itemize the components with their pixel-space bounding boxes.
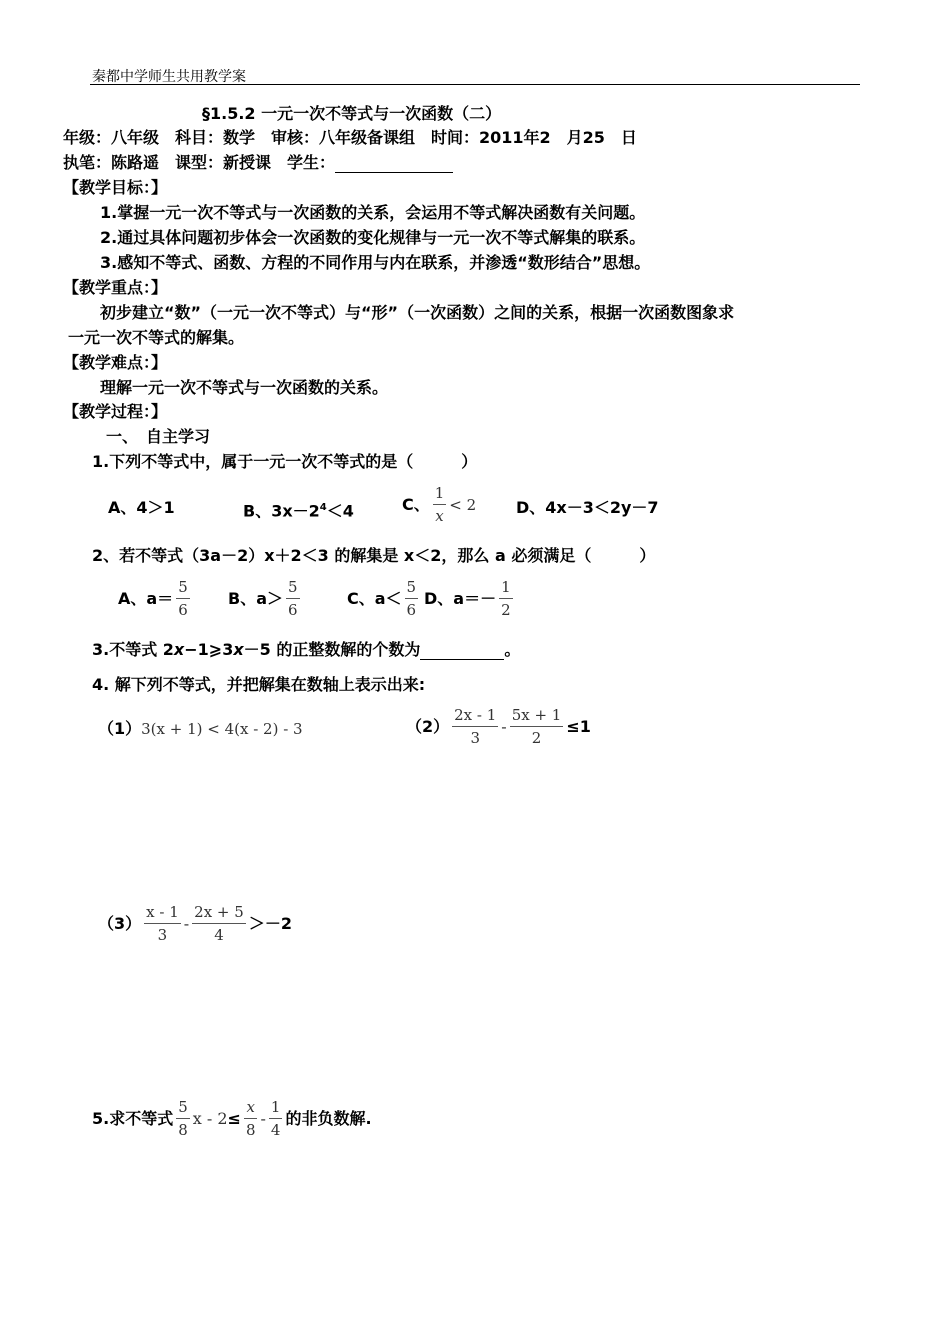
q2-option-b-label: B、a＞ [228,588,283,608]
q1-option-d: D、4x－3＜2y－7 [516,498,659,517]
q4-part-3-tail: ＞－2 [248,913,292,933]
q4-part-3-numerator-1: x - 1 [144,903,181,924]
process-title: 【教学过程：】 [63,402,168,421]
key-line-1: 初步建立“数”（一元一次不等式）与“形”（一次函数）之间的关系，根据一次函数图象求 [100,303,735,322]
q5-fraction-3 [269,1098,283,1139]
q4-part-2-denominator-2: 2 [531,729,542,747]
q4-part-2-tail: ≤1 [566,716,591,736]
q1-option-c-tail: < 2 [449,495,477,514]
meta-line-2 [63,153,453,173]
goal-item-3: 3.感知不等式、函数、方程的不同作用与内在联系，并渗透“数形结合”思想。 [100,253,651,272]
q3-var-2: x [233,640,244,659]
q4-part-3-minus: - [183,913,190,933]
q4-part-2-label: （2） [406,716,450,736]
q3-answer-blank[interactable] [420,643,504,660]
q1-stem: 1.下列不等式中，属于一元一次不等式的是（ ） [92,452,478,471]
q5-denominator-1: 8 [178,1121,188,1139]
q4-part-1 [98,719,303,739]
q4-part-2 [406,706,591,747]
q5-pre: 5.求不等式 [92,1108,174,1128]
q2-option-a [118,578,193,619]
q4-part-1-label: （1） [98,719,142,738]
q2-option-b-numerator: 5 [286,578,300,599]
q5-denominator-3: 4 [270,1121,281,1139]
goal-item-1: 1.掌握一元一次不等式与一次函数的关系，会运用不等式解决函数有关问题。 [100,203,646,222]
q5-numerator-3: 1 [269,1098,283,1119]
q3-var-1: x [173,640,185,659]
q2-option-d-label: D、a＝－ [424,588,497,608]
q2-option-d-denominator: 2 [501,601,511,619]
q2-option-c-fraction [405,578,419,619]
meta-line-1: 年级：八年级 科目：数学 审核：八年级备课组 时间：2011年2 月25 日 [63,128,637,147]
q2-option-a-numerator: 5 [176,578,190,599]
goals-title: 【教学目标：】 [63,178,168,197]
q2-option-d-fraction [499,578,513,619]
meta-line-2-text: 执笔：陈路遥 课型：新授课 学生： [63,153,336,172]
q1-option-b-exponent: 4 [319,502,327,513]
q5-minus: - [260,1108,266,1128]
q1-option-b [243,498,354,521]
school-header: 秦都中学师生共用教学案 [92,69,246,85]
q4-part-2-fraction-1 [452,706,498,747]
q2-option-c-label: C、a＜ [347,588,402,608]
difficulty-title: 【教学难点：】 [63,353,168,372]
q5-fraction-2 [244,1098,258,1139]
q4-part-2-numerator-1: 2x - 1 [452,706,498,727]
q5-post: 的非负数解. [285,1108,372,1128]
q4-part-2-denominator-1: 3 [470,729,480,747]
q4-part-3-denominator-1: 3 [157,926,168,944]
q1-option-c-fraction [433,484,447,525]
key-title: 【教学重点：】 [63,278,168,297]
q3-stem [92,640,520,660]
q5-fraction-1 [176,1098,190,1139]
q5-mid: x - 2 [192,1108,228,1128]
q3-pre: 3.不等式 2 [92,640,174,659]
header-rule [90,84,860,85]
q5-numerator-1: 5 [176,1098,190,1119]
q4-part-3-fraction-1 [144,903,181,944]
q1-option-c-denominator: x [435,507,444,525]
key-line-2: 一元一次不等式的解集。 [68,328,245,347]
q2-option-d [424,578,516,619]
q1-option-a: A、4＞1 [108,498,175,517]
q4-part-3-label: （3） [98,913,142,933]
q2-option-a-denominator: 6 [178,601,188,619]
goal-item-2: 2.通过具体问题初步体会一次函数的变化规律与一元一次不等式解集的联系。 [100,228,646,247]
q5-numerator-2: x [244,1098,256,1119]
q2-option-a-label: A、a＝ [118,588,174,608]
q4-part-3-fraction-2 [192,903,246,944]
q4-part-3-numerator-2: 2x + 5 [192,903,246,924]
q4-part-2-fraction-2 [510,706,564,747]
q2-stem: 2、若不等式（3a－2）x＋2＜3 的解集是 x＜2，那么 a 必须满足（ ） [92,546,656,565]
difficulty-text: 理解一元一次不等式与一次函数的关系。 [100,378,389,397]
q3-post: －5 的正整数解的个数为 [243,640,421,659]
q5-relation: ≤ [227,1108,241,1128]
q3-tail: 。 [504,640,521,659]
q2-option-a-fraction [176,578,190,619]
q3-mid: −1⩾3 [184,640,234,659]
q2-option-b-denominator: 6 [288,601,298,619]
part-1-heading: 一、 自主学习 [106,427,211,446]
q1-option-c-label: C、 [402,494,430,514]
q2-option-b-fraction [286,578,300,619]
q1-option-b-post: ＜4 [326,501,354,521]
q2-option-d-numerator: 1 [499,578,513,599]
student-name-blank[interactable] [335,156,453,173]
q4-part-2-minus: - [501,716,507,736]
q4-stem: 4. 解下列不等式，并把解集在数轴上表示出来: [92,675,426,694]
q1-option-c-numerator: 1 [433,484,447,505]
q4-part-2-numerator-2: 5x + 1 [510,706,564,727]
q2-option-c [347,578,421,619]
q5-stem [92,1098,372,1139]
q5-denominator-2: 8 [245,1121,256,1139]
q2-option-c-numerator: 5 [405,578,419,599]
q1-option-b-pre: B、3x－2 [243,501,320,521]
q4-part-3-denominator-2: 4 [214,926,224,944]
page-title: §1.5.2 一元一次不等式与一次函数（二） [202,104,502,123]
q2-option-c-denominator: 6 [406,601,417,619]
q1-option-c [402,484,476,525]
q4-part-3 [98,903,292,944]
q2-option-b [228,578,303,619]
q4-part-1-expression: 3(x + 1) < 4(x - 2) - 3 [141,720,303,738]
